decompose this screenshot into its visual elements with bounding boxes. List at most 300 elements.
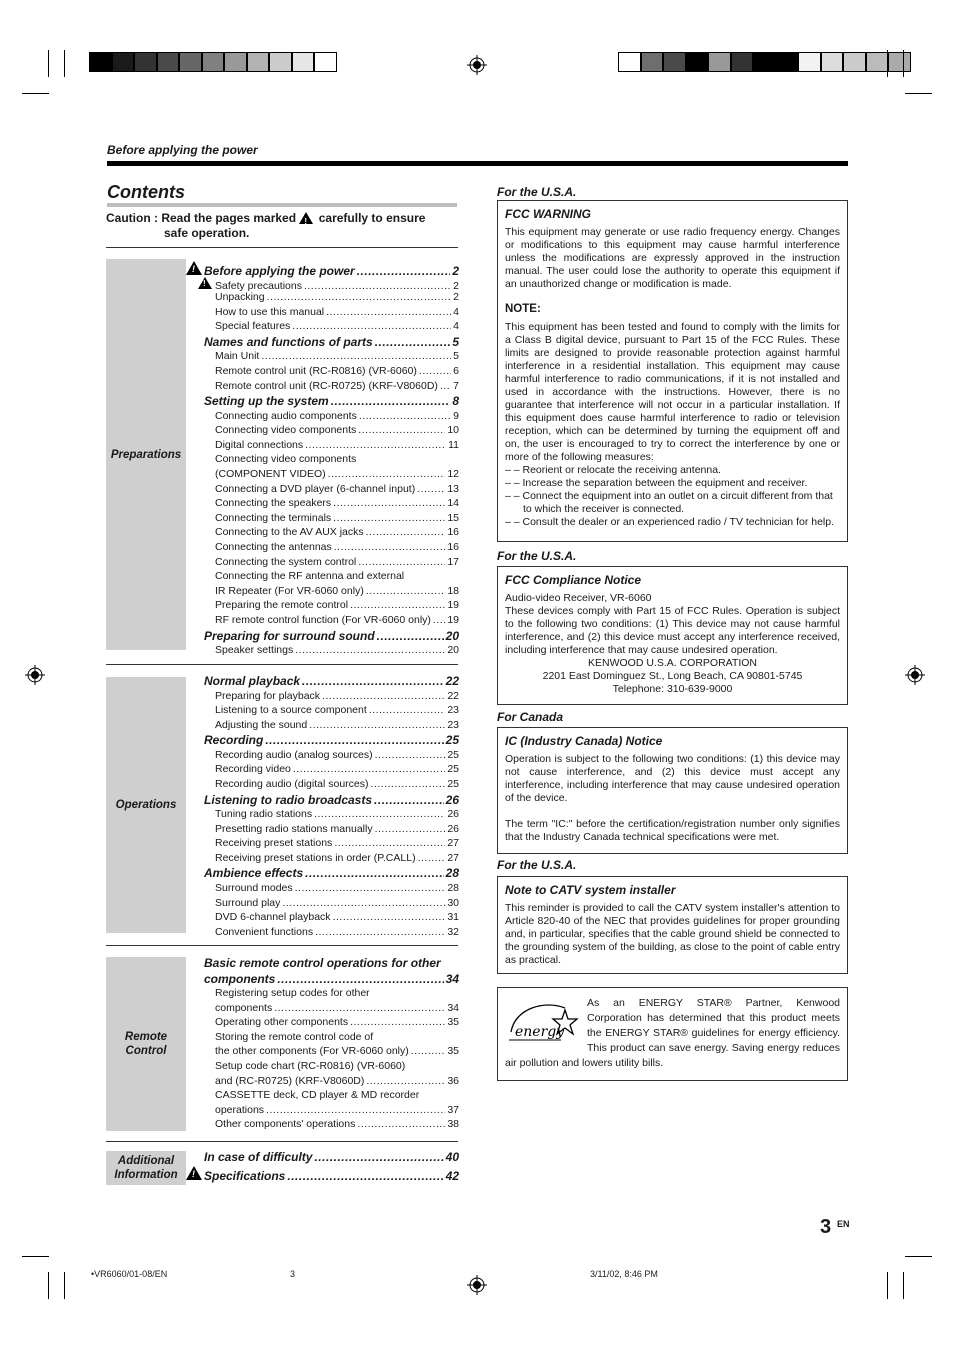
crop-mark [887, 50, 888, 77]
leader-dots [302, 674, 444, 688]
toc-entry-title: Speaker settings [215, 644, 294, 657]
toc-list-preparations [204, 261, 459, 659]
toc-entry-page: 23 [447, 718, 459, 731]
leader-dots [334, 541, 446, 553]
toc-entry-page: 28 [445, 866, 459, 881]
crop-mark [64, 1272, 65, 1299]
toc-entry-page: 28 [447, 881, 459, 894]
leader-dots [375, 749, 446, 761]
leader-dots [328, 468, 446, 480]
toc-entry-title: Connecting video components [215, 453, 357, 466]
leader-dots [293, 763, 445, 775]
toc-entry-page: 20 [447, 644, 459, 657]
toc-entry-title: Listening to a source component [215, 704, 367, 717]
ic-notice-title: IC (Industry Canada) Notice [505, 734, 663, 748]
note-text: This equipment has been tested and found to comply with the limits for a Class B digital device, pursuant to Part 15 of the FCC Rules. These limits are designed to provide reasonable protection against harmful interference in a residential installation. This equipment may cause harmful interference to radio communications, if it is not installed and used in accordance with the instructions. However, there is no guarantee that interference will not occur in a particular installation. If this equipment does cause harmful interference to radio or television reception, which can be determined by turning the equipment off and on, the user is encouraged to try to correct the interference by one or more of the following measures: [505, 321, 840, 463]
toc-entry-title: Listening to radio broadcasts [204, 792, 373, 807]
toc-entry-title: Remote control unit (RC-R0816) (VR-6060) [215, 364, 417, 377]
leader-dots [334, 837, 445, 849]
header-rule [107, 161, 848, 166]
toc-entry-title: Connecting audio components [215, 409, 357, 422]
leader-dots [358, 556, 445, 568]
leader-dots [333, 497, 445, 509]
toc-entry-page: 38 [447, 1118, 459, 1131]
page-number: 3 [820, 1216, 832, 1238]
toc-entry [204, 808, 459, 823]
toc-divider [106, 945, 458, 946]
registration-target-icon [905, 665, 925, 685]
toc-entry-title: (COMPONENT VIDEO) [215, 468, 326, 481]
toc-entry-page: 11 [448, 438, 459, 451]
toc-entry [204, 778, 459, 793]
toc-entry-page: 16 [447, 541, 459, 553]
group-label-operations: Operations [106, 677, 186, 933]
toc-entry-title: Connecting video components [215, 424, 357, 437]
toc-entry-page: 32 [447, 925, 459, 938]
region-heading: For Canada [497, 710, 564, 724]
toc-entry-title: Storing the remote control code of [215, 1030, 374, 1043]
toc-entry-title: Surround modes [215, 881, 293, 894]
svg-text:energy: energy [515, 1024, 565, 1040]
toc-entry [204, 733, 459, 749]
leader-dots [266, 1104, 445, 1116]
toc-entry [204, 320, 459, 335]
toc-entry-page: 20 [445, 628, 459, 643]
ic-notice-text-2: The term "IC:" before the certification/registration number only signifies that the Industry Canada technical specifications were met. [505, 818, 840, 843]
toc-entry-page: 42 [445, 1168, 459, 1183]
crop-mark [22, 93, 49, 94]
fcc-warning-title: FCC WARNING [505, 207, 591, 221]
leader-dots [304, 280, 451, 292]
caution-text: Caution : Read the pages marked [106, 211, 297, 225]
toc-entry-title: Connecting the RF antenna and external [215, 570, 405, 583]
toc-entry [204, 526, 459, 541]
toc-entry-title: Recording audio (analog sources) [215, 748, 373, 761]
toc-entry-page: 5 [452, 334, 459, 349]
toc-entry-page: 6 [453, 364, 459, 377]
leader-dots [417, 483, 445, 495]
color-swatch [134, 52, 157, 72]
measure-item: – – Connect the equipment into an outlet on a circuit different from that to which the receiver is connected. [505, 490, 833, 515]
toc-entry [204, 690, 459, 705]
color-swatch [798, 52, 821, 72]
toc-entry-title: Preparing for playback [215, 689, 321, 702]
toc-entry [204, 837, 459, 852]
toc-entry-title: Convenient functions [215, 925, 314, 938]
crop-mark [903, 1272, 904, 1299]
toc-entry-title: Main Unit [215, 350, 260, 363]
toc-entry-page: 40 [445, 1150, 459, 1164]
toc-entry-title: Receiving preset stations in order (P.CALL) [215, 851, 416, 864]
section-label: Before applying the power [107, 143, 258, 157]
toc-entry [204, 793, 459, 809]
leader-dots [331, 394, 451, 408]
leader-dots [371, 778, 446, 790]
toc-entry-page: 14 [447, 497, 459, 510]
toc-entry [204, 483, 459, 498]
group-label-preparations: Preparations [106, 259, 186, 650]
toc-entry-title: Surround play [215, 896, 281, 909]
ic-notice-text: Operation is subject to the following two conditions: (1) this device may not cause interference, and (2) this device must accept any interference, including interference that may cause undesired operation of the device. [505, 753, 840, 804]
toc-entry-page: 2 [453, 291, 459, 304]
toc-entry-title: Tuning radio stations [215, 808, 313, 821]
color-swatch [776, 52, 799, 72]
toc-entry [204, 704, 459, 719]
toc-entry-title: components [204, 971, 276, 986]
toc-entry [204, 614, 459, 629]
crop-mark [905, 1256, 932, 1257]
toc-entry-title: the other components (For VR-6060 only) [215, 1045, 409, 1058]
region-heading: For the U.S.A. [497, 858, 577, 872]
corp-address: 2201 East Dominguez St., Long Beach, CA 90801-5745 [542, 670, 803, 682]
crop-mark [64, 50, 65, 77]
toc-entry [204, 380, 459, 395]
toc-entry-title: Adjusting the sound [215, 718, 308, 731]
toc-entry-page: 37 [447, 1103, 459, 1116]
toc-divider [106, 664, 458, 665]
footer-page: 3 [290, 1269, 296, 1279]
leader-dots [419, 365, 451, 377]
leader-dots [418, 852, 446, 864]
footer-date: 3/11/02, 8:46 PM [590, 1269, 658, 1279]
toc-entry-page: 18 [447, 584, 459, 597]
toc-entry-title: Basic remote control operations for other [204, 956, 441, 970]
toc-entry-page: 15 [447, 511, 459, 524]
leader-dots [357, 1118, 445, 1130]
color-swatch [843, 52, 866, 72]
leader-dots [358, 424, 445, 436]
color-swatch [314, 52, 337, 72]
warning-triangle-icon [299, 212, 313, 224]
toc-entry-page: 27 [447, 851, 459, 864]
leader-dots [333, 512, 445, 524]
toc-entry [204, 410, 459, 425]
color-swatch [708, 52, 731, 72]
toc-entry-title: IR Repeater (For VR-6060 only) [215, 584, 364, 597]
energy-star-box [497, 987, 848, 1081]
leader-dots [411, 1045, 446, 1057]
toc-entry [204, 541, 459, 556]
toc-entry-title: components [215, 1001, 273, 1014]
caution-text-rest: carefully to ensure [318, 211, 426, 225]
corp-phone: Telephone: 310-639-9000 [612, 683, 733, 695]
toc-entry-page: 17 [447, 555, 459, 568]
toc-entry [204, 674, 459, 690]
toc-entry [204, 497, 459, 512]
fcc-warning-box [497, 200, 848, 542]
toc-entry-page: 19 [447, 613, 459, 626]
toc-entry-page: 26 [447, 822, 459, 835]
toc-entry [204, 897, 459, 912]
toc-entry-page: 22 [445, 674, 459, 688]
leader-dots [292, 320, 451, 332]
toc-entry [204, 291, 459, 306]
color-swatch [866, 52, 889, 72]
compliance-product: Audio-video Receiver, VR-6060 [505, 592, 652, 604]
toc-entry [204, 882, 459, 897]
leader-dots [377, 629, 444, 643]
measure-item: – – Consult the dealer or an experienced radio / TV technician for help. [505, 516, 835, 528]
leader-dots [287, 1169, 443, 1183]
color-swatch [292, 52, 315, 72]
toc-entry-page: 35 [447, 1016, 459, 1029]
leader-dots [366, 526, 446, 538]
toc-entry-page: 25 [447, 777, 459, 790]
toc-entry-page: 16 [447, 526, 459, 539]
toc-entry-page: 35 [447, 1045, 459, 1058]
toc-entry [204, 719, 459, 734]
toc-entry [204, 823, 459, 838]
toc-entry [204, 911, 459, 926]
leader-dots [274, 1002, 445, 1014]
group-label-remote-control: Remote Control [106, 957, 186, 1131]
toc-entry-page: 2 [453, 279, 459, 292]
toc-entry-title: and (RC-R0725) (KRF-V8060D) [215, 1074, 365, 1087]
toc-entry-title: Setup code chart (RC-R0816) (VR-6060) [215, 1059, 406, 1072]
fcc-compliance-title: FCC Compliance Notice [505, 573, 642, 587]
toc-entry-page: 12 [447, 468, 459, 481]
caution-note [106, 211, 466, 241]
registration-target-icon [467, 55, 487, 75]
toc-entry-title: Before applying the power [204, 264, 355, 278]
leader-dots [357, 264, 451, 278]
toc-entry-page: 4 [453, 320, 459, 333]
leader-dots [374, 793, 444, 807]
toc-entry-title: Other components' operations [215, 1118, 356, 1131]
crop-mark [905, 93, 932, 94]
toc-entry-page: 19 [447, 599, 459, 612]
toc-entry-page: 36 [447, 1074, 459, 1087]
toc-entry [204, 599, 459, 614]
leader-dots [359, 410, 451, 422]
toc-entry [204, 261, 459, 277]
toc-divider [106, 1141, 458, 1142]
leader-dots [267, 291, 452, 303]
toc-entry-title: Connecting the antennas [215, 541, 332, 553]
toc-entry [204, 644, 459, 659]
toc-entry [204, 335, 459, 351]
toc-entry [204, 1118, 459, 1133]
toc-entry-title: Setting up the system [204, 394, 329, 409]
page-language: EN [837, 1219, 850, 1229]
color-swatch [753, 52, 776, 72]
leader-dots [350, 599, 445, 611]
toc-entry-title: Preparing for surround sound [204, 628, 375, 643]
toc-entry-title: Digital connections [215, 438, 304, 451]
toc-entry-page: 2 [452, 264, 459, 278]
toc-entry-page: 34 [445, 971, 459, 986]
leader-dots [369, 704, 446, 716]
toc-entry-title: Connecting to the AV AUX jacks [215, 526, 364, 539]
leader-dots [366, 585, 446, 597]
toc-entry-title: Normal playback [204, 674, 301, 688]
toc-entry [204, 453, 459, 468]
toc-entry-page: 27 [447, 837, 459, 850]
crop-mark [22, 1256, 49, 1257]
toc-entry-page: 25 [445, 733, 459, 748]
toc-entry [204, 1045, 459, 1060]
toc-entry-title: Specifications [204, 1168, 286, 1183]
toc-entry [204, 956, 459, 972]
registration-target-icon [467, 1275, 487, 1295]
toc-entry [204, 1104, 459, 1119]
leader-dots [440, 380, 451, 392]
toc-entry-title: How to use this manual [215, 305, 325, 318]
toc-entry [204, 749, 459, 764]
toc-divider [106, 247, 458, 248]
leader-dots [282, 897, 445, 909]
ic-notice-box [497, 727, 848, 854]
toc-entry-page: 9 [453, 409, 459, 422]
toc-entry [204, 556, 459, 571]
toc-entry-title: Names and functions of parts [204, 334, 373, 349]
toc-entry [204, 763, 459, 778]
toc-entry-page: 13 [447, 482, 459, 495]
color-swatch [663, 52, 686, 72]
leader-dots [295, 644, 445, 656]
toc-entry-page: 4 [453, 305, 459, 318]
region-heading: For the U.S.A. [497, 549, 577, 563]
toc-entry-title: CASSETTE deck, CD player & MD recorder [215, 1089, 420, 1102]
crop-mark [48, 50, 49, 77]
catv-note-text: This reminder is provided to call the CATV system installer's attention to Article 820-40 of the NEC that provides guidelines for proper grounding and, in particular, specifies that the cable ground shield be connected to the grounding system of the building, as close to the point of cable entry as practical. [505, 902, 840, 966]
fcc-warning-text: This equipment may generate or use radio frequency energy. Changes or modifications to this equipment may cause harmful interference unless the modifications are expressly approved in the instruction manual. The user could lose the authority to operate this equipment if an unauthorized change or modification is made. [505, 226, 840, 290]
warning-triangle-icon [186, 1166, 202, 1180]
energy-star-text: As an ENERGY STAR® Partner, Kenwood Corporation has determined that this product meets the ENERGY STAR® guidelines for energy efficiency. This product can save energy. Saving energy reduces air pollution and lowers utility bills. [505, 997, 840, 1069]
toc-entry-page: 23 [447, 704, 459, 717]
toc-entry [204, 972, 459, 988]
toc-entry [204, 585, 459, 600]
toc-entry [204, 852, 459, 867]
toc-entry [204, 424, 459, 439]
warning-triangle-icon [198, 277, 212, 289]
toc-entry [204, 629, 459, 645]
toc-entry-title: RF remote control function (For VR-6060 only) [215, 613, 431, 626]
toc-list-additional-information [204, 1150, 459, 1181]
toc-entry [204, 926, 459, 941]
toc-entry-page: 5 [453, 350, 459, 363]
leader-dots [305, 866, 443, 880]
crop-mark [48, 1272, 49, 1299]
toc-entry-title: Recording video [215, 763, 291, 776]
toc-entry [204, 866, 459, 882]
compliance-text: These devices comply with Part 15 of FCC Rules. Operation is subject to the following two conditions: (1) This device may not cause harmful interference, and (2) this device must accept any interference received, including interference that may cause undesired operation. [505, 605, 840, 656]
toc-entry-title: Connecting the system control [215, 555, 357, 568]
leader-dots [333, 911, 446, 923]
leader-dots [277, 972, 443, 986]
toc-entry-title: In case of difficulty [204, 1150, 313, 1164]
color-swatch [202, 52, 225, 72]
color-swatch [89, 52, 112, 72]
toc-entry-page: 34 [447, 1001, 459, 1014]
contents-title: Contents [107, 182, 185, 202]
color-swatch [618, 52, 641, 72]
toc-entry [204, 439, 459, 454]
toc-entry-title: Connecting the speakers [215, 497, 332, 510]
toc-entry-title: Connecting a DVD player (6-channel input) [215, 482, 416, 495]
toc-entry-title: Receiving preset stations [215, 837, 333, 850]
color-swatch [888, 52, 911, 72]
leader-dots [326, 306, 451, 318]
leader-dots [375, 335, 451, 349]
toc-entry [204, 1060, 459, 1075]
measure-item: – – Reorient or relocate the receiving antenna. [505, 464, 721, 476]
toc-entry [204, 365, 459, 380]
toc-entry-title: Remote control unit (RC-R0725) (KRF-V8060D) [215, 379, 438, 392]
group-label-additional-information: Additional Information [106, 1151, 186, 1185]
toc-entry-page: 30 [447, 896, 459, 909]
color-swatch [269, 52, 292, 72]
toc-entry-title: Safety precautions [215, 279, 302, 292]
leader-dots [309, 719, 445, 731]
toc-entry-title: operations [215, 1103, 265, 1116]
footer-file: •VR6060/01-08/EN [91, 1269, 168, 1279]
leader-dots [305, 439, 446, 451]
toc-entry-page: 26 [445, 792, 459, 807]
leader-dots [315, 926, 445, 938]
region-heading: For the U.S.A. [497, 185, 577, 199]
leader-dots [350, 1016, 445, 1028]
color-swatch [686, 52, 709, 72]
toc-entry-title: Preparing the remote control [215, 599, 349, 612]
toc-entry [204, 277, 459, 292]
fcc-compliance-box [497, 566, 848, 705]
toc-entry-title: Recording audio (digital sources) [215, 777, 369, 790]
color-swatch [179, 52, 202, 72]
color-swatch [247, 52, 270, 72]
toc-entry [204, 1150, 459, 1166]
toc-entry-page: 7 [453, 379, 459, 392]
color-swatch [731, 52, 754, 72]
toc-entry-title: Operating other components [215, 1016, 349, 1029]
toc-entry [204, 512, 459, 527]
toc-list-remote-control [204, 956, 459, 1133]
toc-entry [204, 987, 459, 1002]
color-swatch [641, 52, 664, 72]
toc-entry-title: Presetting radio stations manually [215, 822, 373, 835]
leader-dots [314, 808, 445, 820]
toc-entry-page: 25 [447, 748, 459, 761]
leader-dots [265, 733, 443, 747]
registration-target-icon [25, 665, 45, 685]
toc-entry-page: 25 [447, 763, 459, 776]
toc-entry-page: 26 [447, 808, 459, 821]
toc-entry-page: 10 [447, 424, 459, 437]
toc-entry-title: Recording [204, 733, 264, 748]
toc-entry [204, 1075, 459, 1090]
catv-note-title: Note to CATV system installer [505, 883, 676, 897]
toc-entry [204, 1016, 459, 1031]
toc-list-operations [204, 674, 459, 940]
toc-entry-title: DVD 6-channel playback [215, 911, 331, 924]
toc-entry-title: Ambience effects [204, 866, 304, 881]
leader-dots [314, 1150, 443, 1164]
crop-mark [887, 1272, 888, 1299]
toc-entry [204, 394, 459, 410]
color-swatch [821, 52, 844, 72]
toc-entry-page: 22 [447, 689, 459, 702]
leader-dots [433, 614, 445, 626]
toc-entry [204, 468, 459, 483]
corp-name: KENWOOD U.S.A. CORPORATION [588, 657, 757, 669]
leader-dots [375, 823, 446, 835]
toc-entry-title: Registering setup codes for other [215, 987, 370, 999]
leader-dots [322, 690, 445, 702]
color-swatch [112, 52, 135, 72]
toc-entry-page: 8 [452, 394, 459, 409]
toc-entry-title: Unpacking [215, 291, 265, 304]
crop-mark [903, 50, 904, 77]
